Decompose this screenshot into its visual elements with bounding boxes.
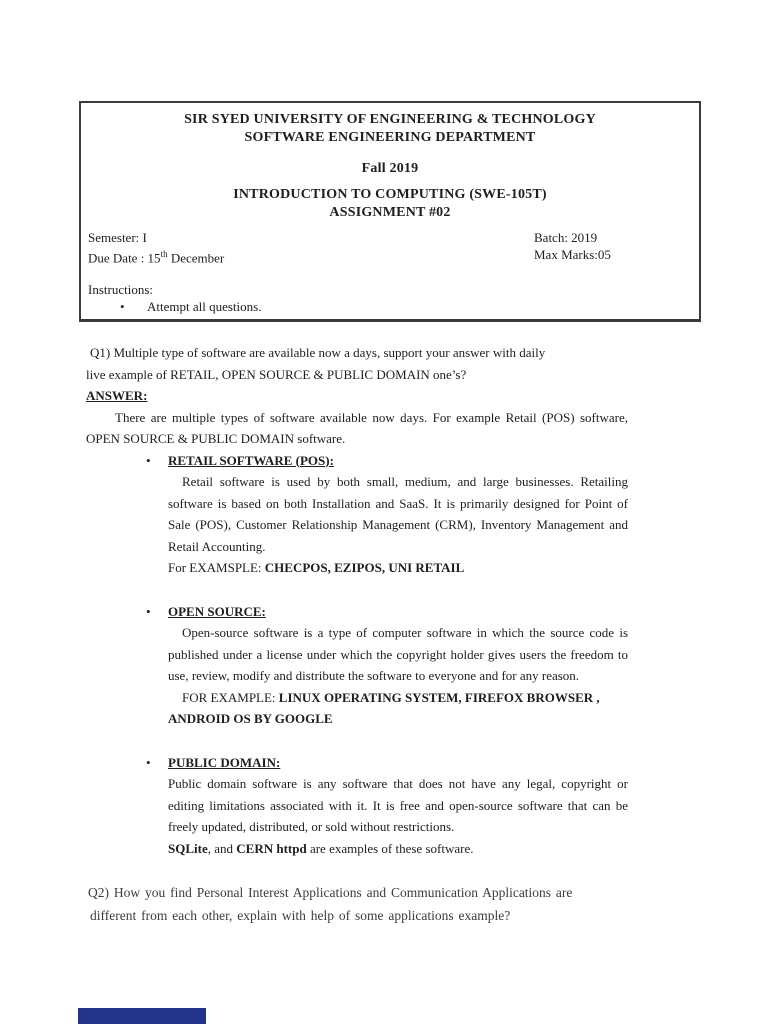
footer-accent-bar [78,1008,206,1024]
answer-section [86,342,628,859]
bullet-example-retail: For EXAMSPLE: CHECPOS, EZIPOS, UNI RETAIL [168,560,465,575]
meta-row-2 [88,246,692,266]
bullet-icon [146,450,160,472]
university-title: SIR SYED UNIVERSITY OF ENGINEERING & TECHNOLOGY [184,112,596,127]
header-box [79,101,701,322]
bullet-heading-public-domain: PUBLIC DOMAIN: [168,754,281,770]
batch-label: Batch: 2019 [534,230,598,245]
assignment-title: ASSIGNMENT #02 [329,205,451,220]
q2-question-line1: Q2) How you find Personal Interest Applications and Communication Applications are [88,885,573,900]
bullet-icon [120,298,132,315]
bullet-head-row [86,601,628,623]
instruction-item [88,298,692,315]
meta-row-1 [88,229,692,246]
bullet-public-domain [86,752,628,860]
bullet-icon [146,752,160,774]
bullet-icon [146,601,160,623]
bullet-head-row [86,752,628,774]
answer-intro-paragraph: There are multiple types of software available now days. For example Retail (POS) software, OPEN SOURCE & PUBLIC DOMAIN software. [86,409,628,446]
bullet-retail [86,450,628,579]
q1-question-line1: Q1) Multiple type of software are available now a days, support your answer with daily [90,345,546,360]
q2-section [88,881,648,927]
term-label: Fall 2019 [361,161,419,176]
instruction-text: Attempt all questions. [147,299,262,315]
department-title: SOFTWARE ENGINEERING DEPARTMENT [244,130,536,145]
bullet-body-retail: Retail software is used by both small, medium, and large businesses. Retailing software is based on both Installation and SaaS. It is primarily designed for Point of Sale (POS), Customer Relationship Management (CRM), Inventory Management and Retail Accounting. [168,474,628,554]
answer-label: ANSWER: [86,388,148,403]
bullet-body-open-source: Open-source software is a type of computer software in which the source code is published under a license under which the copyright holder gives users the freedom to use, review, modify and distribute the software to everyone and for any reason. [168,625,628,683]
bullet-example-public-domain: SQLite, and CERN httpd are examples of these software. [168,840,474,856]
bullet-example-open-source: FOR EXAMPLE: LINUX OPERATING SYSTEM, FIREFOX BROWSER , ANDROID OS BY GOOGLE [168,689,600,726]
bullet-heading-open-source: OPEN SOURCE: [168,603,266,619]
course-title: INTRODUCTION TO COMPUTING (SWE-105T) [233,187,547,202]
instructions-label: Instructions: [88,282,153,298]
semester-label: Semester: I [88,230,147,245]
due-date-label: Due Date : 15th December [88,249,225,266]
max-marks-label: Max Marks:05 [534,247,611,262]
bullet-head-row [86,450,628,472]
q1-question-line2: live example of RETAIL, OPEN SOURCE & PUBLIC DOMAIN one’s? [86,366,467,382]
q2-question-line2: different from each other, explain with help of some applications example? [90,908,511,923]
answer-label-row [86,385,628,407]
bullet-body-public-domain: Public domain software is any software that does not have any legal, copyright or editing limitations associated with it. It is free and open-source software that can be freely updated, distributed, or sold without restrictions. [168,776,628,834]
bullet-heading-retail: RETAIL SOFTWARE (POS): [168,452,334,468]
bullet-open-source [86,601,628,730]
